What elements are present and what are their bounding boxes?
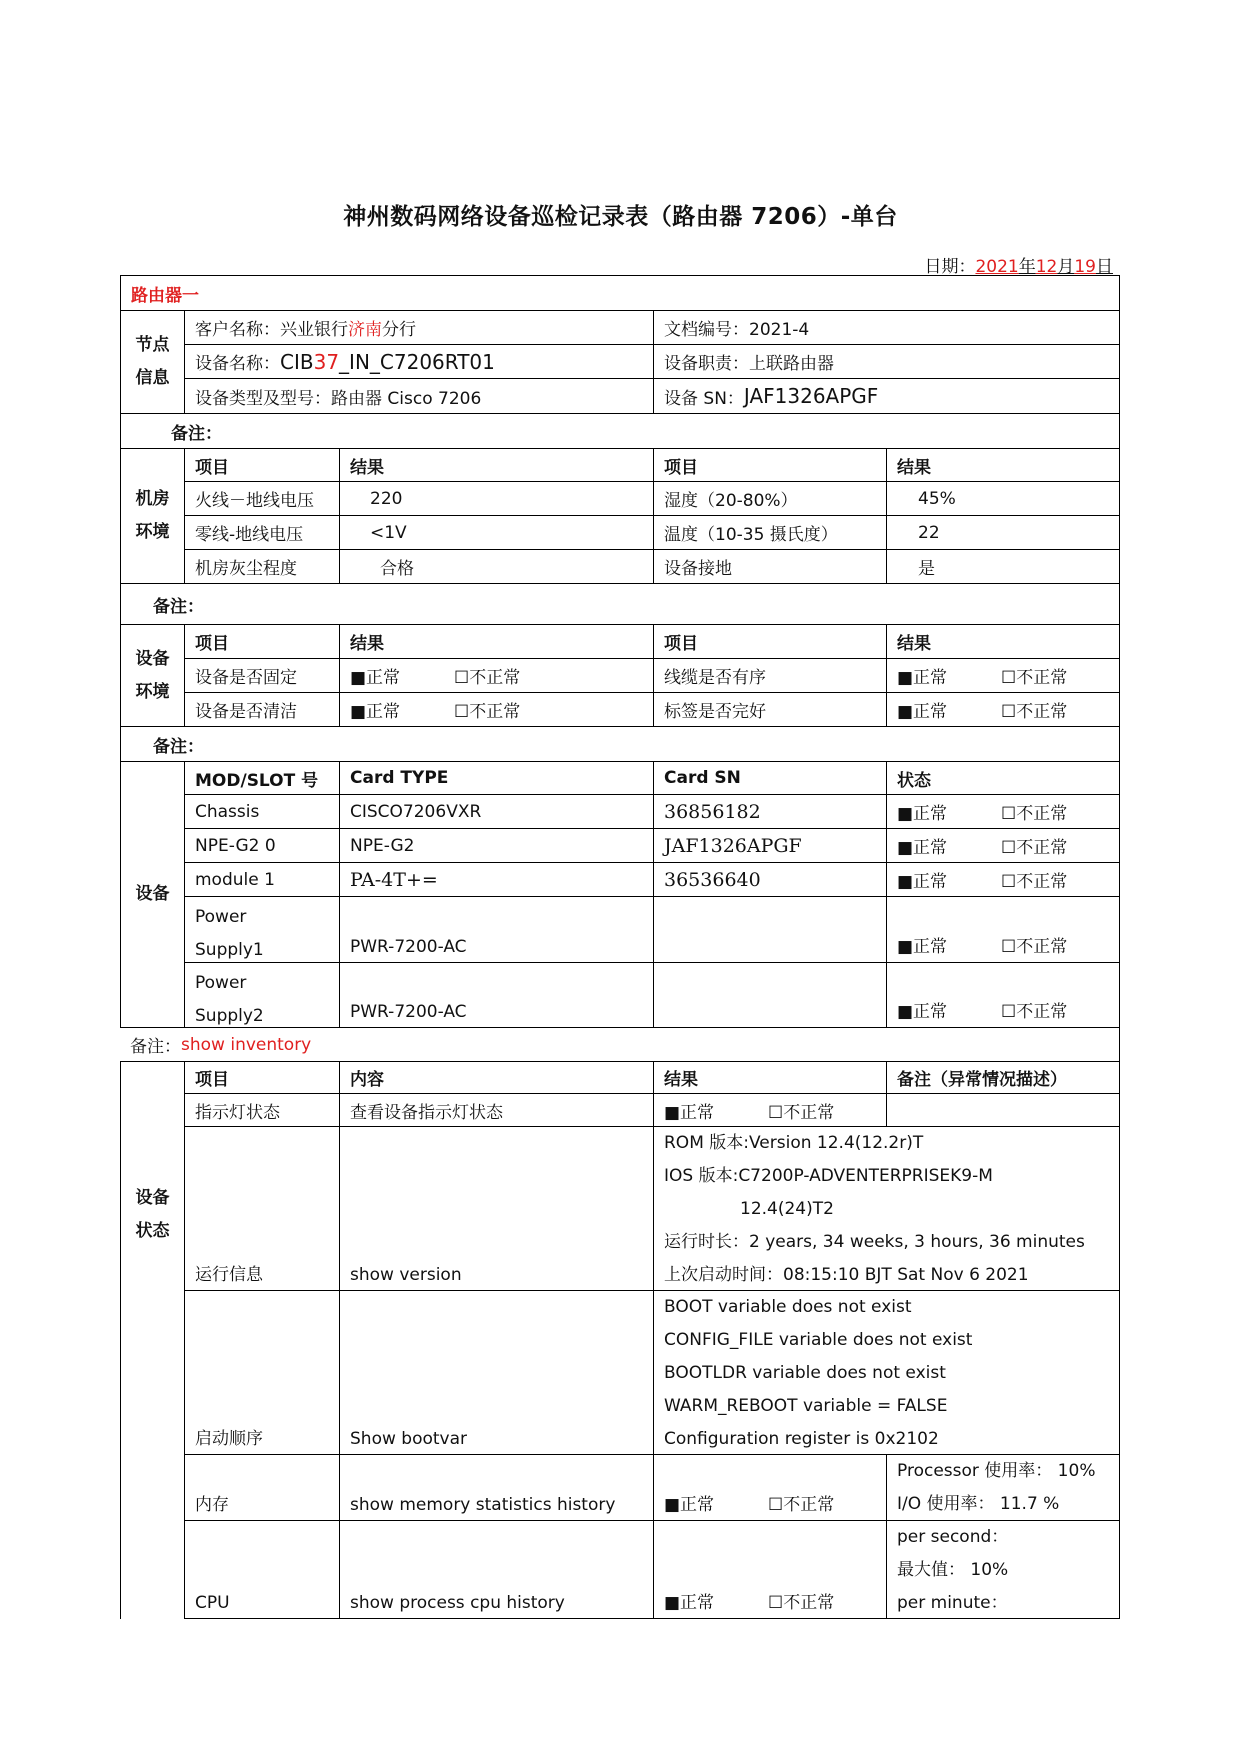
room-result: 是 bbox=[886, 549, 1120, 584]
devenv-header-item: 项目 bbox=[184, 624, 340, 659]
device-name-label: 设备名称： bbox=[195, 354, 280, 374]
abnormal-checkbox: ☐不正常 bbox=[768, 1102, 835, 1123]
abnormal-checkbox: ☐不正常 bbox=[1001, 937, 1068, 957]
room-result: 45% bbox=[886, 481, 1120, 516]
normal-checkbox: ■正常 bbox=[664, 1495, 715, 1515]
boot-content: Show bootvar bbox=[339, 1290, 654, 1455]
date-day: 19 bbox=[1074, 257, 1096, 277]
room-result: <1V bbox=[339, 515, 654, 550]
last-boot-line: 上次启动时间：08:15:10 BJT Sat Nov 6 2021 bbox=[664, 1265, 1029, 1285]
device-model: 设备类型及型号：路由器 Cisco 7206 bbox=[184, 378, 654, 414]
room-item: 温度（10-35 摄氏度） bbox=[653, 515, 887, 550]
customer-tail: 分行 bbox=[382, 320, 416, 340]
device-header-sn: Card SN bbox=[653, 761, 887, 795]
remark-command: show inventory bbox=[181, 1034, 312, 1055]
device-slot bbox=[184, 962, 340, 1028]
device-sn-cell bbox=[653, 962, 887, 1028]
device-name-a: CIB bbox=[280, 349, 314, 374]
uptime-line: 运行时长：2 years, 34 weeks, 3 hours, 36 minutes bbox=[664, 1232, 1085, 1252]
device-header-status: 状态 bbox=[886, 761, 1120, 795]
device-type: PA-4T+= bbox=[339, 862, 654, 897]
date-yue: 月 bbox=[1057, 257, 1075, 277]
normal-checkbox: ■正常 bbox=[664, 1593, 715, 1613]
device-sn-cell: 36536640 bbox=[653, 862, 887, 897]
device-status bbox=[886, 962, 1120, 1028]
devenv-result bbox=[339, 658, 654, 693]
boot-line: CONFIG_FILE variable does not exist bbox=[664, 1330, 973, 1350]
device-status bbox=[886, 896, 1120, 963]
normal-checkbox: ■正常 bbox=[350, 702, 401, 722]
customer-name bbox=[184, 310, 654, 345]
ios-release-line: 12.4(24)T2 bbox=[740, 1199, 834, 1219]
customer-city: 济南 bbox=[348, 320, 382, 340]
runinfo-content: show version bbox=[339, 1126, 654, 1291]
status-header-note: 备注（异常情况描述） bbox=[886, 1061, 1120, 1094]
devenv-result bbox=[886, 692, 1120, 727]
per-minute-label: per minute： bbox=[897, 1593, 1008, 1613]
device-role: 设备职责：上联路由器 bbox=[653, 344, 1120, 379]
devenv-item: 设备是否固定 bbox=[184, 658, 340, 693]
devenv-header-item2: 项目 bbox=[653, 624, 887, 659]
device-sn-cell: 36856182 bbox=[653, 794, 887, 829]
room-header-result2: 结果 bbox=[886, 448, 1120, 482]
room-header-item2: 项目 bbox=[653, 448, 887, 482]
room-item: 零线-地线电压 bbox=[184, 515, 340, 550]
processor-usage: Processor 使用率： 10% bbox=[897, 1461, 1096, 1481]
abnormal-checkbox: ☐不正常 bbox=[454, 668, 521, 688]
room-item: 火线－地线电压 bbox=[184, 481, 340, 516]
doc-number: 文档编号：2021-4 bbox=[653, 310, 1120, 345]
device-sn-label: 设备 SN： bbox=[664, 388, 744, 409]
device-env-label: 设备 环境 bbox=[120, 624, 185, 727]
device-slot: module 1 bbox=[184, 862, 340, 897]
runinfo-result bbox=[653, 1126, 1120, 1291]
boot-result bbox=[653, 1290, 1120, 1455]
status-header-content: 内容 bbox=[339, 1061, 654, 1094]
device-name-num: 37 bbox=[313, 349, 340, 374]
device-slot: Chassis bbox=[184, 794, 340, 829]
date-label: 日期： bbox=[924, 257, 976, 277]
room-item: 机房灰尘程度 bbox=[184, 549, 340, 584]
device-sn-cell bbox=[653, 896, 887, 963]
slot-line: Supply1 bbox=[195, 940, 264, 960]
date-line bbox=[924, 252, 1113, 277]
status-header-item: 项目 bbox=[184, 1061, 340, 1094]
device-status bbox=[886, 862, 1120, 897]
device-header-slot: MOD/SLOT 号 bbox=[184, 761, 340, 795]
room-header-item: 项目 bbox=[184, 448, 340, 482]
normal-checkbox: ■正常 bbox=[897, 1002, 948, 1022]
abnormal-checkbox: ☐不正常 bbox=[768, 1495, 835, 1515]
left-border-line bbox=[120, 1454, 121, 1619]
boot-line: WARM_REBOOT variable = FALSE bbox=[664, 1396, 948, 1416]
device-header-type: Card TYPE bbox=[339, 761, 654, 795]
indicator-result bbox=[653, 1093, 887, 1127]
device-status bbox=[886, 828, 1120, 863]
abnormal-checkbox: ☐不正常 bbox=[768, 1593, 835, 1613]
room-result: 220 bbox=[339, 481, 654, 516]
indicator-note bbox=[886, 1093, 1120, 1127]
normal-checkbox: ■正常 bbox=[897, 937, 948, 957]
abnormal-checkbox: ☐不正常 bbox=[1001, 872, 1068, 892]
devenv-item: 设备是否清洁 bbox=[184, 692, 340, 727]
abnormal-checkbox: ☐不正常 bbox=[1001, 702, 1068, 722]
per-second-label: per second： bbox=[897, 1527, 1009, 1547]
normal-checkbox: ■正常 bbox=[350, 668, 401, 688]
node-info-label: 节点 信息 bbox=[120, 310, 185, 414]
boot-line: BOOTLDR variable does not exist bbox=[664, 1363, 946, 1383]
device-type: NPE-G2 bbox=[339, 828, 654, 863]
room-header-result: 结果 bbox=[339, 448, 654, 482]
device-sn bbox=[653, 378, 1120, 414]
indicator-item: 指示灯状态 bbox=[184, 1093, 340, 1127]
cpu-result bbox=[653, 1520, 887, 1619]
device-sn-value: JAF1326APGF bbox=[743, 384, 879, 408]
status-header-result: 结果 bbox=[653, 1061, 887, 1094]
devenv-header-result2: 结果 bbox=[886, 624, 1120, 659]
cpu-note bbox=[886, 1520, 1120, 1619]
memory-item: 内存 bbox=[184, 1454, 340, 1521]
memory-note bbox=[886, 1454, 1120, 1521]
slot-line: Supply2 bbox=[195, 1006, 264, 1026]
room-item: 湿度（20-80%） bbox=[653, 481, 887, 516]
normal-checkbox: ■正常 bbox=[897, 872, 948, 892]
device-type: PWR-7200-AC bbox=[339, 896, 654, 963]
devenv-header-result: 结果 bbox=[339, 624, 654, 659]
abnormal-checkbox: ☐不正常 bbox=[1001, 838, 1068, 858]
devenv-result bbox=[339, 692, 654, 727]
date-year: 2021 bbox=[975, 257, 1019, 277]
date-ri: 日 bbox=[1096, 257, 1113, 277]
abnormal-checkbox: ☐不正常 bbox=[1001, 804, 1068, 824]
section-header: 路由器一 bbox=[120, 275, 1120, 311]
node-remark: 备注： bbox=[120, 413, 1120, 449]
date-nian: 年 bbox=[1018, 257, 1036, 277]
boot-line: BOOT variable does not exist bbox=[664, 1297, 912, 1317]
room-remark: 备注： bbox=[120, 583, 1120, 625]
abnormal-checkbox: ☐不正常 bbox=[454, 702, 521, 722]
normal-checkbox: ■正常 bbox=[897, 702, 948, 722]
abnormal-checkbox: ☐不正常 bbox=[1001, 668, 1068, 688]
runinfo-item: 运行信息 bbox=[184, 1126, 340, 1291]
date-month: 12 bbox=[1035, 257, 1058, 277]
room-env-label: 机房 环境 bbox=[120, 448, 185, 584]
device-name bbox=[184, 344, 654, 379]
device-status bbox=[886, 794, 1120, 829]
device-name-b: _IN_C7206RT01 bbox=[339, 349, 495, 374]
devenv-item: 线缆是否有序 bbox=[653, 658, 887, 693]
normal-checkbox: ■正常 bbox=[664, 1102, 715, 1123]
device-type: PWR-7200-AC bbox=[339, 962, 654, 1028]
device-label: 设备 bbox=[120, 761, 185, 1028]
room-item: 设备接地 bbox=[653, 549, 887, 584]
device-sn-cell: JAF1326APGF bbox=[653, 828, 887, 863]
devenv-item: 标签是否完好 bbox=[653, 692, 887, 727]
slot-line: Power bbox=[195, 973, 247, 993]
device-type: CISCO7206VXR bbox=[339, 794, 654, 829]
ios-version-line: IOS 版本:C7200P-ADVENTERPRISEK9-M bbox=[664, 1166, 993, 1186]
indicator-content: 查看设备指示灯状态 bbox=[339, 1093, 654, 1127]
memory-result bbox=[653, 1454, 887, 1521]
normal-checkbox: ■正常 bbox=[897, 838, 948, 858]
device-remark bbox=[120, 1027, 1120, 1062]
remark-label: 备注： bbox=[130, 1037, 181, 1057]
slot-line: Power bbox=[195, 907, 247, 927]
normal-checkbox: ■正常 bbox=[897, 668, 948, 688]
rom-version-line: ROM 版本:Version 12.4(12.2r)T bbox=[664, 1133, 924, 1153]
device-slot bbox=[184, 896, 340, 963]
customer-label: 客户名称：兴业银行 bbox=[195, 320, 348, 340]
devenv-result bbox=[886, 658, 1120, 693]
abnormal-checkbox: ☐不正常 bbox=[1001, 1002, 1068, 1022]
room-result: 合格 bbox=[339, 549, 654, 584]
device-slot: NPE-G2 0 bbox=[184, 828, 340, 863]
max-value: 最大值： 10% bbox=[897, 1560, 1009, 1580]
io-usage: I/O 使用率： 11.7 % bbox=[897, 1494, 1060, 1514]
room-result: 22 bbox=[886, 515, 1120, 550]
normal-checkbox: ■正常 bbox=[897, 804, 948, 824]
page-title: 神州数码网络设备巡检记录表（路由器 7206）-单台 bbox=[343, 204, 898, 230]
cpu-item: CPU bbox=[184, 1520, 340, 1619]
memory-content: show memory statistics history bbox=[339, 1454, 654, 1521]
devenv-remark: 备注： bbox=[120, 726, 1120, 762]
device-status-label: 设备 状态 bbox=[120, 1061, 185, 1456]
cpu-content: show process cpu history bbox=[339, 1520, 654, 1619]
boot-line: Configuration register is 0x2102 bbox=[664, 1429, 939, 1449]
boot-item: 启动顺序 bbox=[184, 1290, 340, 1455]
